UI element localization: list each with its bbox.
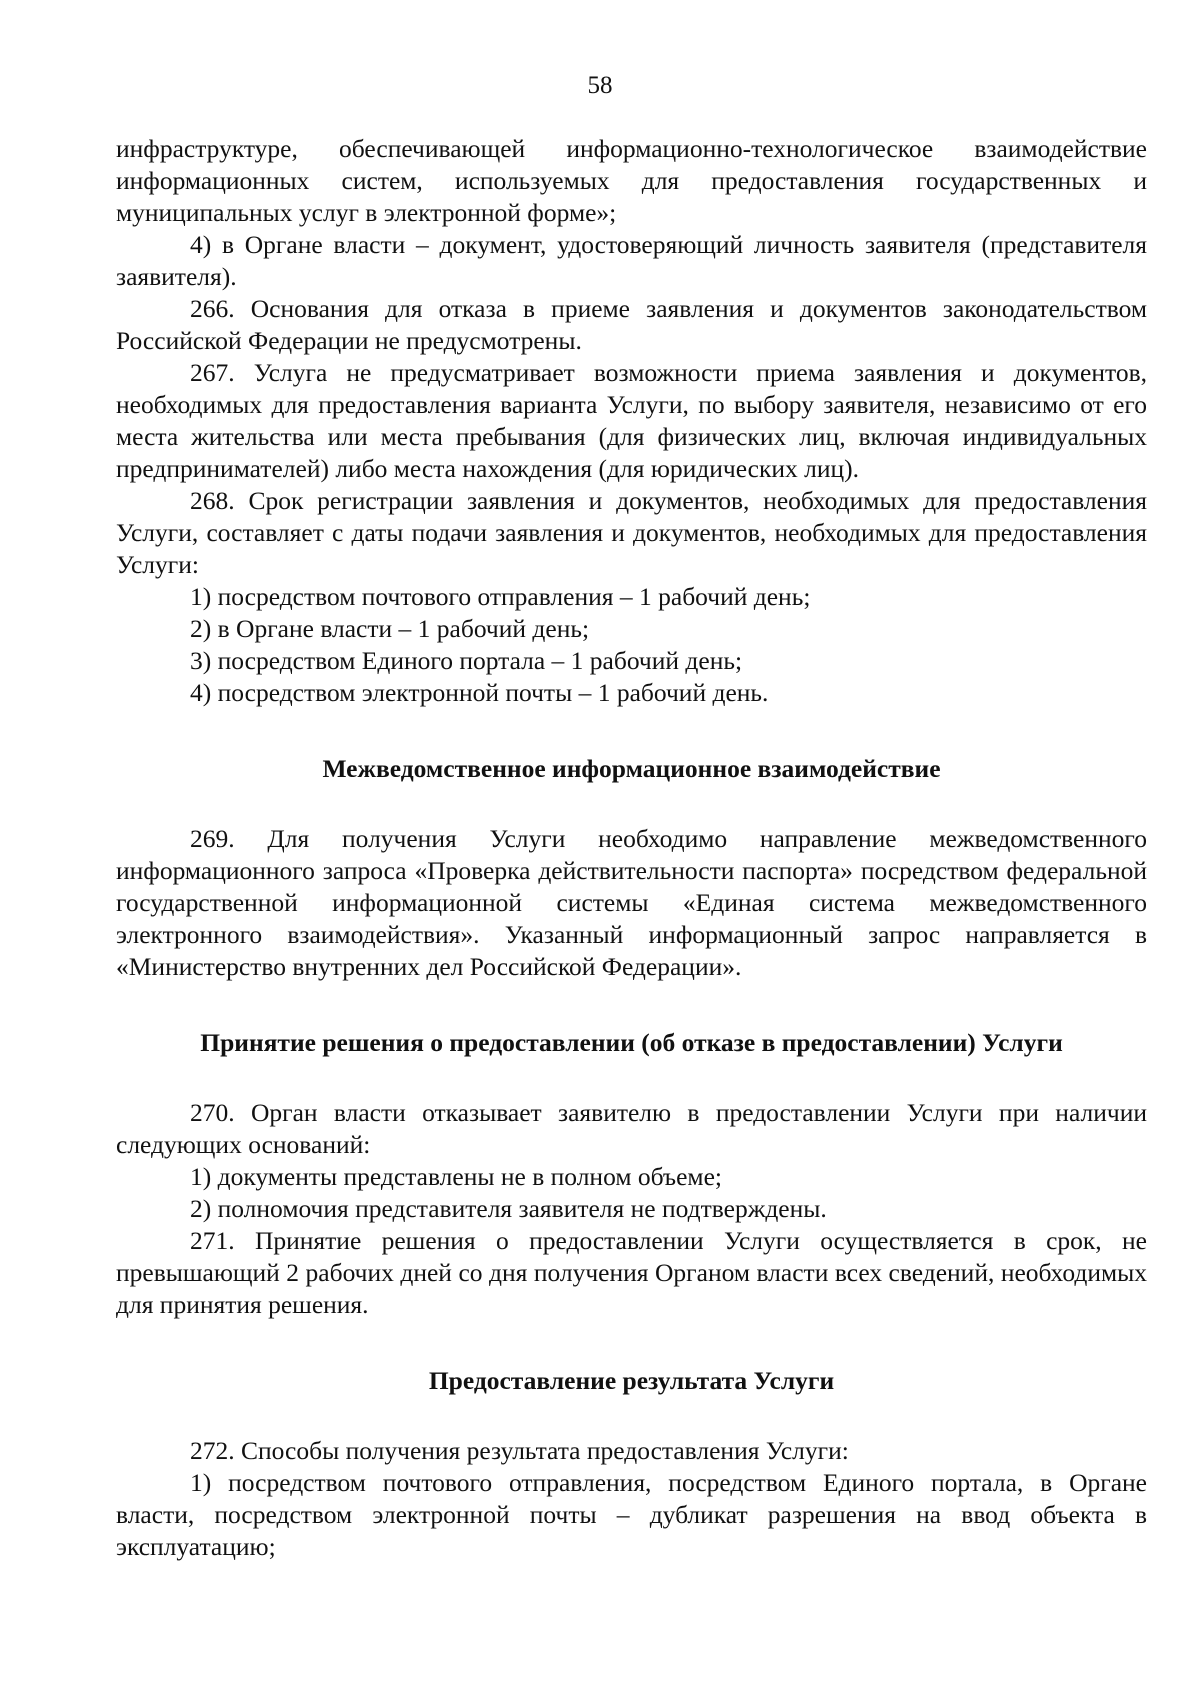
list-item-1-result-methods: 1) посредством почтового отправления, посредством Единого портала, в Органе власти, посредством электронной почты – дубликат разрешения на ввод объекта в эксплуатацию;	[116, 1468, 1147, 1561]
list-item-2-authority-not-confirmed: 2) полномочия представителя заявителя не подтверждены.	[190, 1194, 827, 1223]
paragraph-272: 272. Способы получения результата предоставления Услуги:	[190, 1436, 849, 1465]
list-item-1-post: 1) посредством почтового отправления – 1 рабочий день;	[190, 582, 811, 611]
list-item-2-authority: 2) в Органе власти – 1 рабочий день;	[190, 614, 590, 643]
paragraph-267: 267. Услуга не предусматривает возможности приема заявления и документов, необходимых для предоставления варианта Услуги, по выбору заявителя, независимо от его места жительства или места пребывания (для физических лиц, включая индивидуальных предпринимателей) либо места нахождения (для юридических лиц).	[116, 358, 1147, 483]
section-heading-decision: Принятие решения о предоставлении (об отказе в предоставлении) Услуги	[200, 1028, 1063, 1057]
page-number: 58	[587, 72, 613, 99]
paragraph-268: 268. Срок регистрации заявления и документов, необходимых для предоставления Услуги, составляет с даты подачи заявления и документов, необходимых для предоставления Услуги:	[116, 486, 1147, 579]
paragraph-271: 271. Принятие решения о предоставлении Услуги осуществляется в срок, не превышающий 2 рабочих дней со дня получения Органом власти всех сведений, необходимых для принятия решения.	[116, 1226, 1147, 1319]
paragraph-269: 269. Для получения Услуги необходимо направление межведомственного информационного запроса «Проверка действительности паспорта» посредством федеральной государственной информационной системы «Единая система межведомственного электронного взаимодействия». Указанный информационный запрос направляется в «Министерство внутренних дел Российской Федерации».	[116, 824, 1147, 981]
paragraph-270: 270. Орган власти отказывает заявителю в предоставлении Услуги при наличии следующих оснований:	[116, 1098, 1147, 1159]
section-heading-result: Предоставление результата Услуги	[428, 1366, 835, 1395]
list-item-1-incomplete-docs: 1) документы представлены не в полном объеме;	[190, 1162, 722, 1191]
list-item-4-email: 4) посредством электронной почты – 1 рабочий день.	[190, 678, 769, 707]
list-item-3-portal: 3) посредством Единого портала – 1 рабочий день;	[190, 646, 743, 675]
paragraph-continuation: инфраструктуре, обеспечивающей информационно-технологическое взаимодействие информационных систем, используемых для предоставления государственных и муниципальных услуг в электронной форме»;	[116, 134, 1147, 227]
section-heading-interagency: Межведомственное информационное взаимодействие	[322, 754, 941, 783]
list-item-4-identity-document: 4) в Органе власти – документ, удостоверяющий личность заявителя (представителя заявителя).	[116, 230, 1147, 291]
paragraph-266: 266. Основания для отказа в приеме заявления и документов законодательством Российской Федерации не предусмотрены.	[116, 294, 1147, 355]
document-body	[116, 133, 1147, 1563]
